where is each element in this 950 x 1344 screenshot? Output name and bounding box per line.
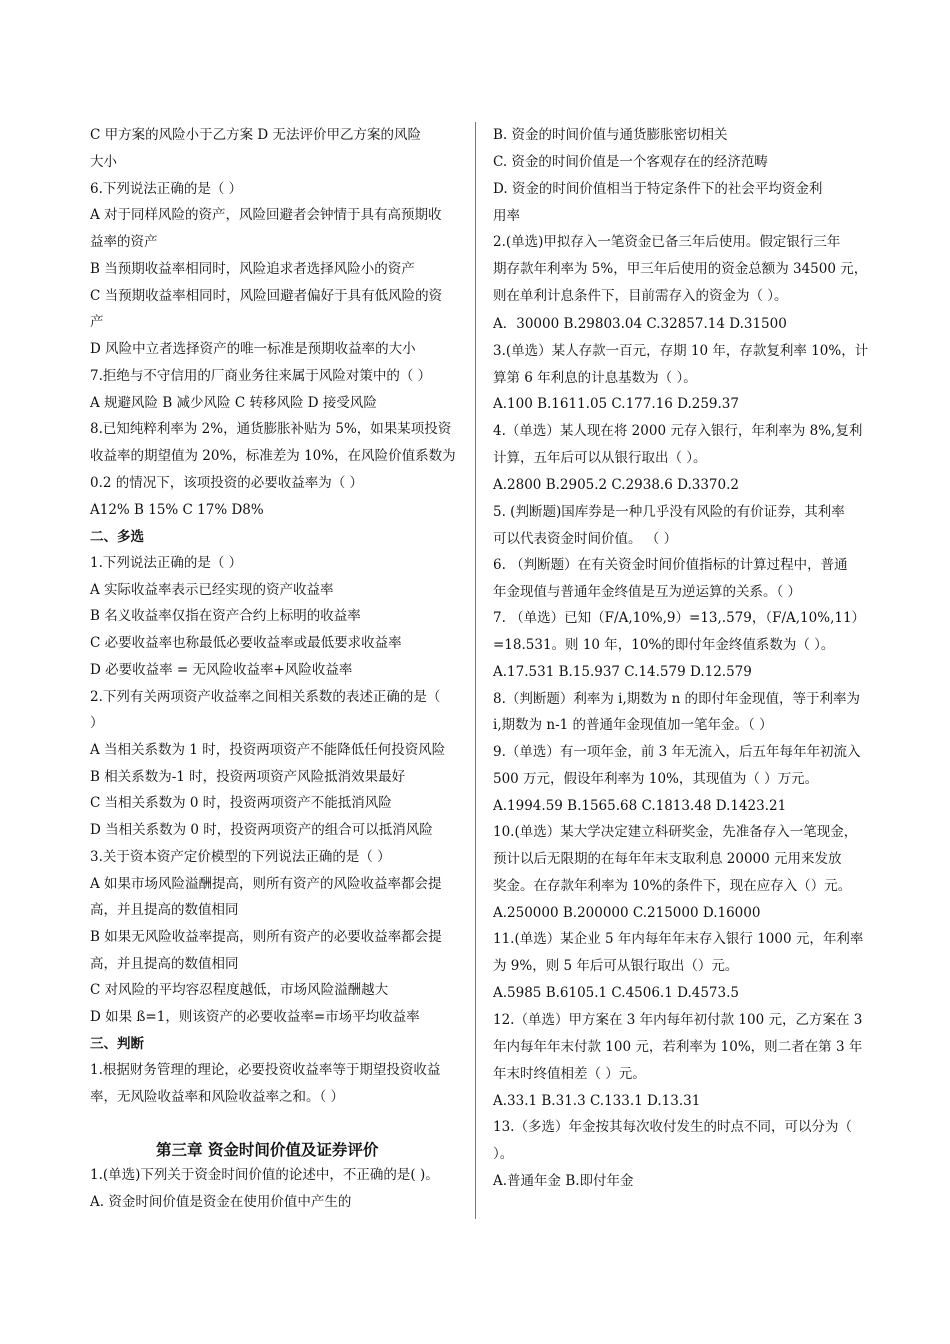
text-line: 年金现值与普通年金终值是互为逆运算的关系。（ ） [493, 584, 802, 600]
text-line: A 实际收益率表示已经实现的资产收益率 [90, 582, 334, 598]
text-line: D. 资金的时间价值相当于特定条件下的社会平均资金利 [493, 181, 823, 197]
text-line: 7. （单选）已知（F/A,10%,9）=13,.579，（F/A,10%,11） [493, 610, 866, 626]
text-line: 高，并且提高的数值相同 [90, 902, 239, 918]
text-line: 6. （判断题）在有关资金时间价值指标的计算过程中，普通 [493, 557, 848, 573]
text-line: C 必要收益率也称最低必要收益率或最低要求收益率 [90, 635, 402, 651]
text-line: 奖金。在存款年利率为 10%的条件下，现在应存入（）元。 [493, 878, 852, 894]
text-line: 用率 [493, 208, 520, 224]
text-line: C 当相关系数为 0 时，投资两项资产不能抵消风险 [90, 795, 392, 811]
text-line: 11.(单选）某企业 5 年内每年年末存入银行 1000 元，年利率 [493, 931, 864, 947]
text-line: 13.（多选）年金按其每次收付发生的时点不同，可以分为（ [493, 1119, 852, 1135]
text-line: 算第 6 年利息的计息基数为（ ）。 [493, 370, 697, 386]
text-line: 为 9%，则 5 年后可从银行取出（）元。 [493, 958, 739, 974]
text-line: 5. (判断题)国库券是一种几乎没有风险的有价证券，其利率 [493, 504, 845, 520]
text-line: 9.（单选）有一项年金，前 3 年无流入，后五年每年年初流入 [493, 744, 861, 760]
text-line: 益率的资产 [90, 234, 158, 250]
text-line: 7.拒绝与不守信用的厂商业务往来属于风险对策中的（ ） [90, 368, 432, 384]
text-line: A.17.531 B.15.937 C.14.579 D.12.579 [493, 664, 752, 680]
text-line: 可以代表资金时间价值。 （ ） [493, 531, 678, 547]
text-line: 1.下列说法正确的是（ ） [90, 555, 243, 571]
text-line: 8.已知纯粹利率为 2%，通货膨胀补贴为 5%，如果某项投资 [90, 421, 452, 437]
text-line: 高，并且提高的数值相同 [90, 956, 239, 972]
text-line: B. 资金的时间价值与通货膨胀密切相关 [493, 127, 728, 143]
text-line: C 当预期收益率相同时，风险回避者偏好于具有低风险的资 [90, 288, 443, 304]
text-line: 0.2 的情况下，该项投资的必要收益率为（ ） [90, 475, 364, 491]
text-line: A.33.1 B.31.3 C.133.1 D.13.31 [493, 1093, 701, 1109]
text-line: D 必要收益率 = 无风险收益率+风险收益率 [90, 662, 353, 678]
text-line: 1.根据财务管理的理论，必要投资收益率等于期望投资收益 [90, 1062, 441, 1078]
text-line: A．30000 B.29803.04 C.32857.14 D.31500 [493, 316, 787, 332]
text-line: 产 [90, 314, 104, 330]
text-line: 1.(单选)下列关于资金时间价值的论述中，不正确的是( )。 [90, 1167, 439, 1183]
text-line: =18.531。则 10 年，10%的即付年金终值系数为（ ）。 [493, 637, 835, 653]
text-line: 大小 [90, 154, 117, 170]
text-line: A 对于同样风险的资产，风险回避者会钟情于具有高预期收 [90, 207, 442, 223]
text-line: 8.（判断题）利率为 i,期数为 n 的即付年金现值，等于利率为 [493, 691, 861, 707]
text-line: A 当相关系数为 1 时，投资两项资产不能降低任何投资风险 [90, 742, 446, 758]
text-line: B 当预期收益率相同时，风险追求者选择风险小的资产 [90, 261, 415, 277]
text-line: A.250000 B.200000 C.215000 D.16000 [493, 905, 761, 921]
text-line: 计算，五年后可以从银行取出（ ）。 [493, 450, 707, 466]
text-line: A.1994.59 B.1565.68 C.1813.48 D.1423.21 [493, 798, 787, 814]
text-line: i,期数为 n-1 的普通年金现值加一笔年金。（ ） [493, 717, 773, 733]
text-line: ） [90, 715, 104, 731]
text-line: 则在单利计息条件下，目前需存入的资金为（ ）。 [493, 288, 788, 304]
text-line: A.100 B.1611.05 C.177.16 D.259.37 [493, 396, 739, 412]
text-line: 年末时终值相差（ ）元。 [493, 1066, 646, 1082]
text-line: 12.（单选）甲方案在 3 年内每年初付款 100 元，乙方案在 3 [493, 1012, 863, 1028]
text-line: 期存款年利率为 5%，甲三年后使用的资金总额为 34500 元， [493, 261, 868, 277]
text-line: 10.(单选）某大学决定建立科研奖金，先准备存入一笔现金， [493, 824, 858, 840]
text-line: 4.（单选）某人现在将 2000 元存入银行，年利率为 8%,复利 [493, 423, 863, 439]
text-line: D 当相关系数为 0 时，投资两项资产的组合可以抵消风险 [90, 822, 433, 838]
text-line: 预计以后无限期的在每年年末支取利息 20000 元用来发放 [493, 851, 842, 867]
text-line: 收益率的期望值为 20%，标准差为 10%，在风险价值系数为 [90, 448, 456, 464]
text-line: 500 万元，假设年利率为 10%，其现值为（ ）万元。 [493, 771, 819, 787]
text-line: B 名义收益率仅指在资产合约上标明的收益率 [90, 608, 361, 624]
text-line: 率，无风险收益率和风险收益率之和。（ ） [90, 1089, 345, 1105]
text-line: B 相关系数为-1 时，投资两项资产风险抵消效果最好 [90, 769, 406, 785]
text-line: 2.(单选)甲拟存入一笔资金已备三年后使用。假定银行三年 [493, 234, 841, 250]
text-line: D 如果 ß=1，则该资产的必要收益率=市场平均收益率 [90, 1009, 420, 1025]
chapter-title: 第三章 资金时间价值及证券评价 [156, 1140, 379, 1159]
text-line: A. 资金时间价值是资金在使用价值中产生的 [90, 1194, 352, 1210]
text-line: B 如果无风险收益率提高，则所有资产的必要收益率都会提 [90, 929, 442, 945]
section-heading: 二、多选 [90, 529, 144, 545]
text-line: A.2800 B.2905.2 C.2938.6 D.3370.2 [493, 477, 739, 493]
text-line: A 如果市场风险溢酬提高，则所有资产的风险收益率都会提 [90, 876, 442, 892]
section-heading: 三、判断 [90, 1036, 144, 1052]
text-line: A.普通年金 B.即付年金 [493, 1173, 634, 1189]
column-divider [475, 122, 476, 1219]
text-line: D 风险中立者选择资产的唯一标准是预期收益率的大小 [90, 341, 416, 357]
text-line: ）。 [493, 1146, 514, 1162]
text-line: 年内每年年末付款 100 元，若利率为 10%，则二者在第 3 年 [493, 1039, 863, 1055]
text-line: C. 资金的时间价值是一个客观存在的经济范畴 [493, 154, 768, 170]
text-line: A 规避风险 B 减少风险 C 转移风险 D 接受风险 [90, 395, 377, 411]
text-line: 6.下列说法正确的是（ ） [90, 181, 243, 197]
text-line: 2.下列有关两项资产收益率之间相关系数的表述正确的是（ [90, 689, 441, 705]
text-line: A.5985 B.6105.1 C.4506.1 D.4573.5 [493, 985, 739, 1001]
text-line: C 对风险的平均容忍程度越低，市场风险溢酬越大 [90, 982, 389, 998]
text-line: 3.关于资本资产定价模型的下列说法正确的是（ ） [90, 849, 391, 865]
text-line: 3.(单选）某人存款一百元，存期 10 年，存款复利率 10%，计 [493, 343, 869, 359]
text-line: A12% B 15% C 17% D8% [90, 502, 264, 518]
text-line: C 甲方案的风险小于乙方案 D 无法评价甲乙方案的风险 [90, 127, 422, 143]
